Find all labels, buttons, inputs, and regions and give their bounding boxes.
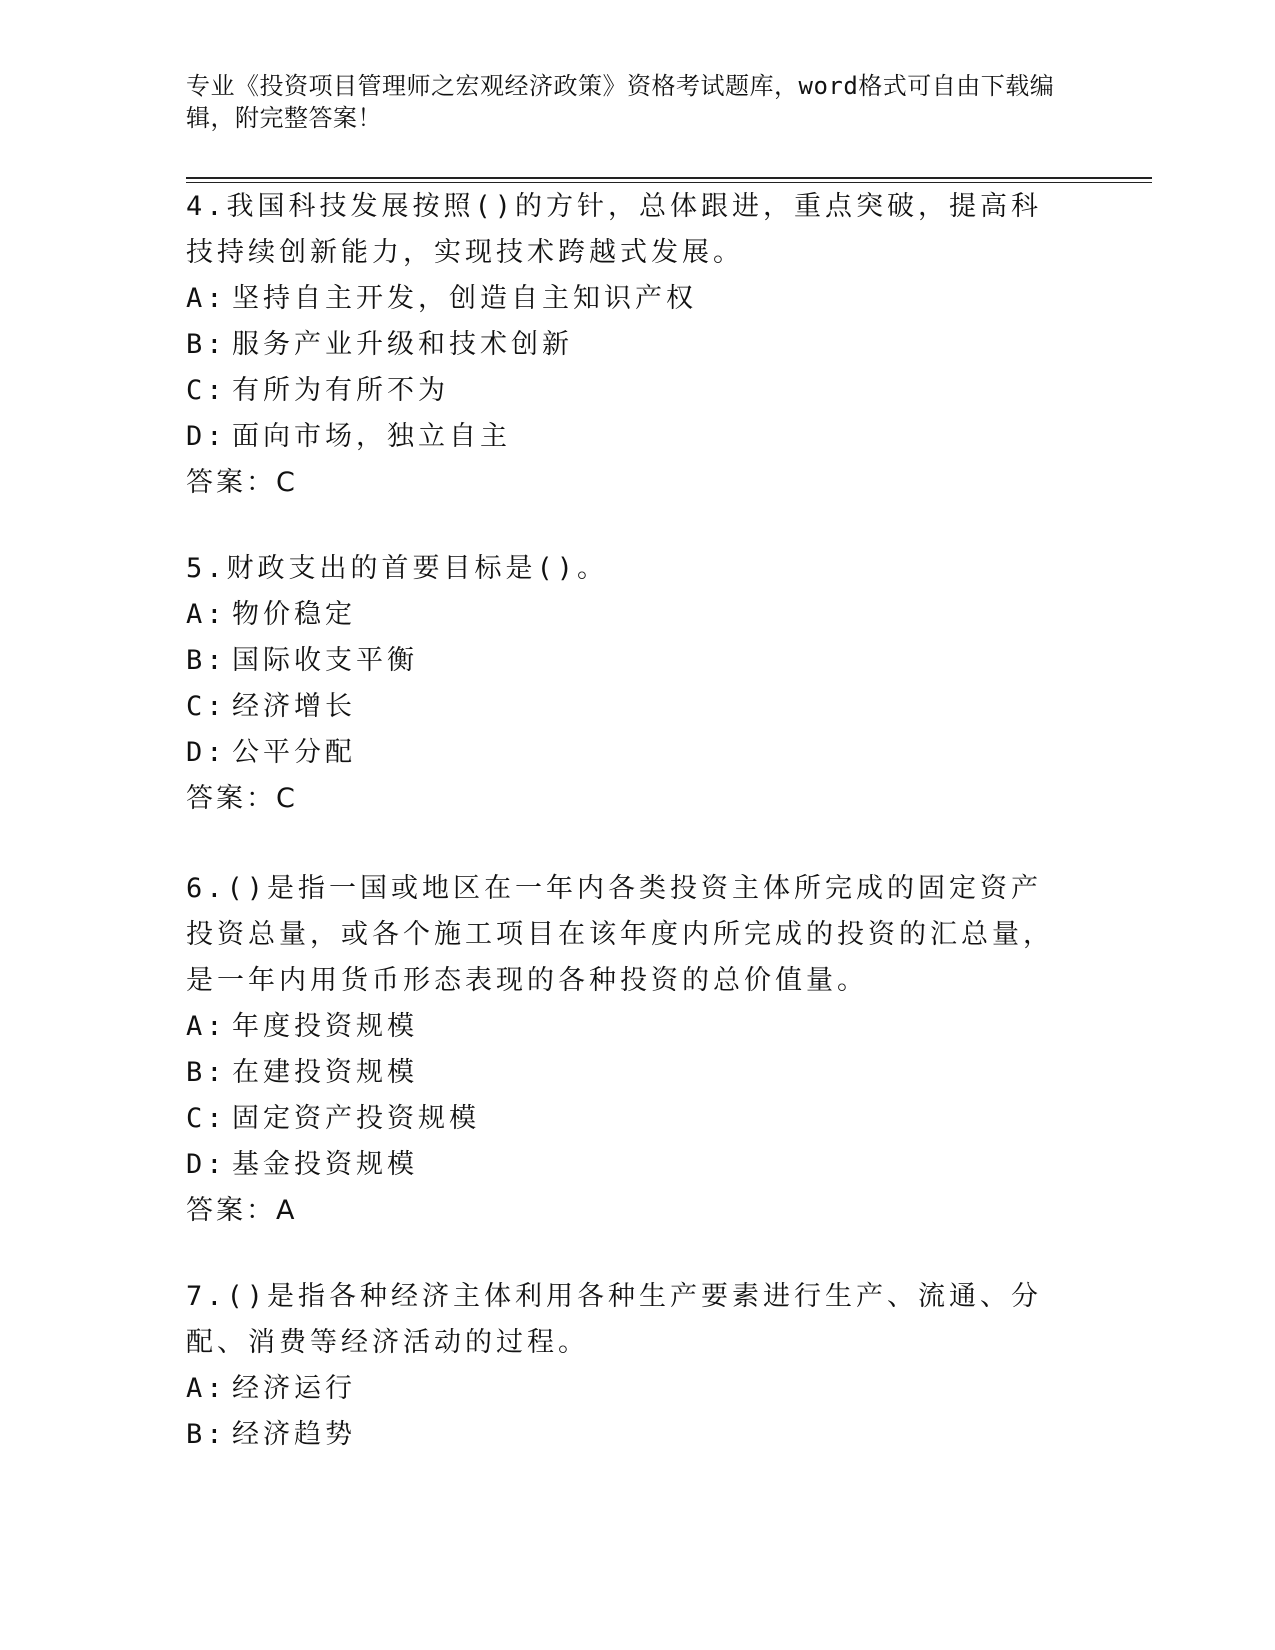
option-key: B: bbox=[186, 645, 227, 676]
option-text: 物价稳定 bbox=[232, 599, 356, 630]
option-text: 坚持自主开发，创造自主知识产权 bbox=[232, 283, 697, 314]
option-text: 经济增长 bbox=[232, 691, 356, 722]
option-a bbox=[186, 1366, 1066, 1412]
option-a bbox=[186, 1004, 1066, 1050]
answer-line: 答案：C bbox=[186, 783, 298, 814]
question-5 bbox=[186, 546, 1066, 822]
option-text: 固定资产投资规模 bbox=[232, 1103, 480, 1134]
option-b bbox=[186, 1050, 1066, 1096]
option-c bbox=[186, 684, 1066, 730]
option-text: 年度投资规模 bbox=[232, 1011, 418, 1042]
option-key: B: bbox=[186, 1419, 227, 1450]
option-key: A: bbox=[186, 599, 227, 630]
question-stem: 4.我国科技发展按照()的方针，总体跟进，重点突破，提高科技持续创新能力，实现技术跨越式发展。 bbox=[186, 191, 1043, 268]
question-stem: 7.()是指各种经济主体利用各种生产要素进行生产、流通、分配、消费等经济活动的过程。 bbox=[186, 1281, 1043, 1358]
option-key: B: bbox=[186, 1057, 227, 1088]
option-text: 在建投资规模 bbox=[232, 1057, 418, 1088]
answer-line: 答案：C bbox=[186, 467, 298, 498]
option-key: A: bbox=[186, 283, 227, 314]
option-key: C: bbox=[186, 691, 227, 722]
header-divider-thick bbox=[186, 177, 1152, 179]
question-stem: 6.()是指一国或地区在一年内各类投资主体所完成的固定资产投资总量，或各个施工项目在该年度内所完成的投资的汇总量，是一年内用货币形态表现的各种投资的总价值量。 bbox=[186, 873, 1054, 996]
option-a bbox=[186, 276, 1066, 322]
option-key: C: bbox=[186, 1103, 227, 1134]
option-b bbox=[186, 638, 1066, 684]
option-a bbox=[186, 592, 1066, 638]
option-key: D: bbox=[186, 1149, 227, 1180]
option-key: D: bbox=[186, 737, 227, 768]
option-d bbox=[186, 1142, 1066, 1188]
option-text: 基金投资规模 bbox=[232, 1149, 418, 1180]
option-text: 面向市场，独立自主 bbox=[232, 421, 511, 452]
question-stem: 5.财政支出的首要目标是()。 bbox=[186, 553, 609, 584]
option-d bbox=[186, 414, 1066, 460]
option-text: 服务产业升级和技术创新 bbox=[232, 329, 573, 360]
option-key: A: bbox=[186, 1011, 227, 1042]
option-key: C: bbox=[186, 375, 227, 406]
option-text: 公平分配 bbox=[232, 737, 356, 768]
header-divider-thin bbox=[186, 182, 1152, 183]
option-b bbox=[186, 322, 1066, 368]
option-d bbox=[186, 730, 1066, 776]
document-header: 专业《投资项目管理师之宏观经济政策》资格考试题库，word格式可自由下载编辑，附完整答案！ bbox=[186, 72, 1055, 132]
option-c bbox=[186, 1096, 1066, 1142]
answer-line: 答案：A bbox=[186, 1195, 298, 1226]
option-text: 经济趋势 bbox=[232, 1419, 356, 1450]
question-7 bbox=[186, 1274, 1066, 1458]
option-text: 经济运行 bbox=[232, 1373, 356, 1404]
option-b bbox=[186, 1412, 1066, 1458]
question-6 bbox=[186, 866, 1066, 1234]
option-text: 国际收支平衡 bbox=[232, 645, 418, 676]
option-key: B: bbox=[186, 329, 227, 360]
option-key: A: bbox=[186, 1373, 227, 1404]
question-4 bbox=[186, 184, 1066, 506]
option-text: 有所为有所不为 bbox=[232, 375, 449, 406]
option-key: D: bbox=[186, 421, 227, 452]
option-c bbox=[186, 368, 1066, 414]
